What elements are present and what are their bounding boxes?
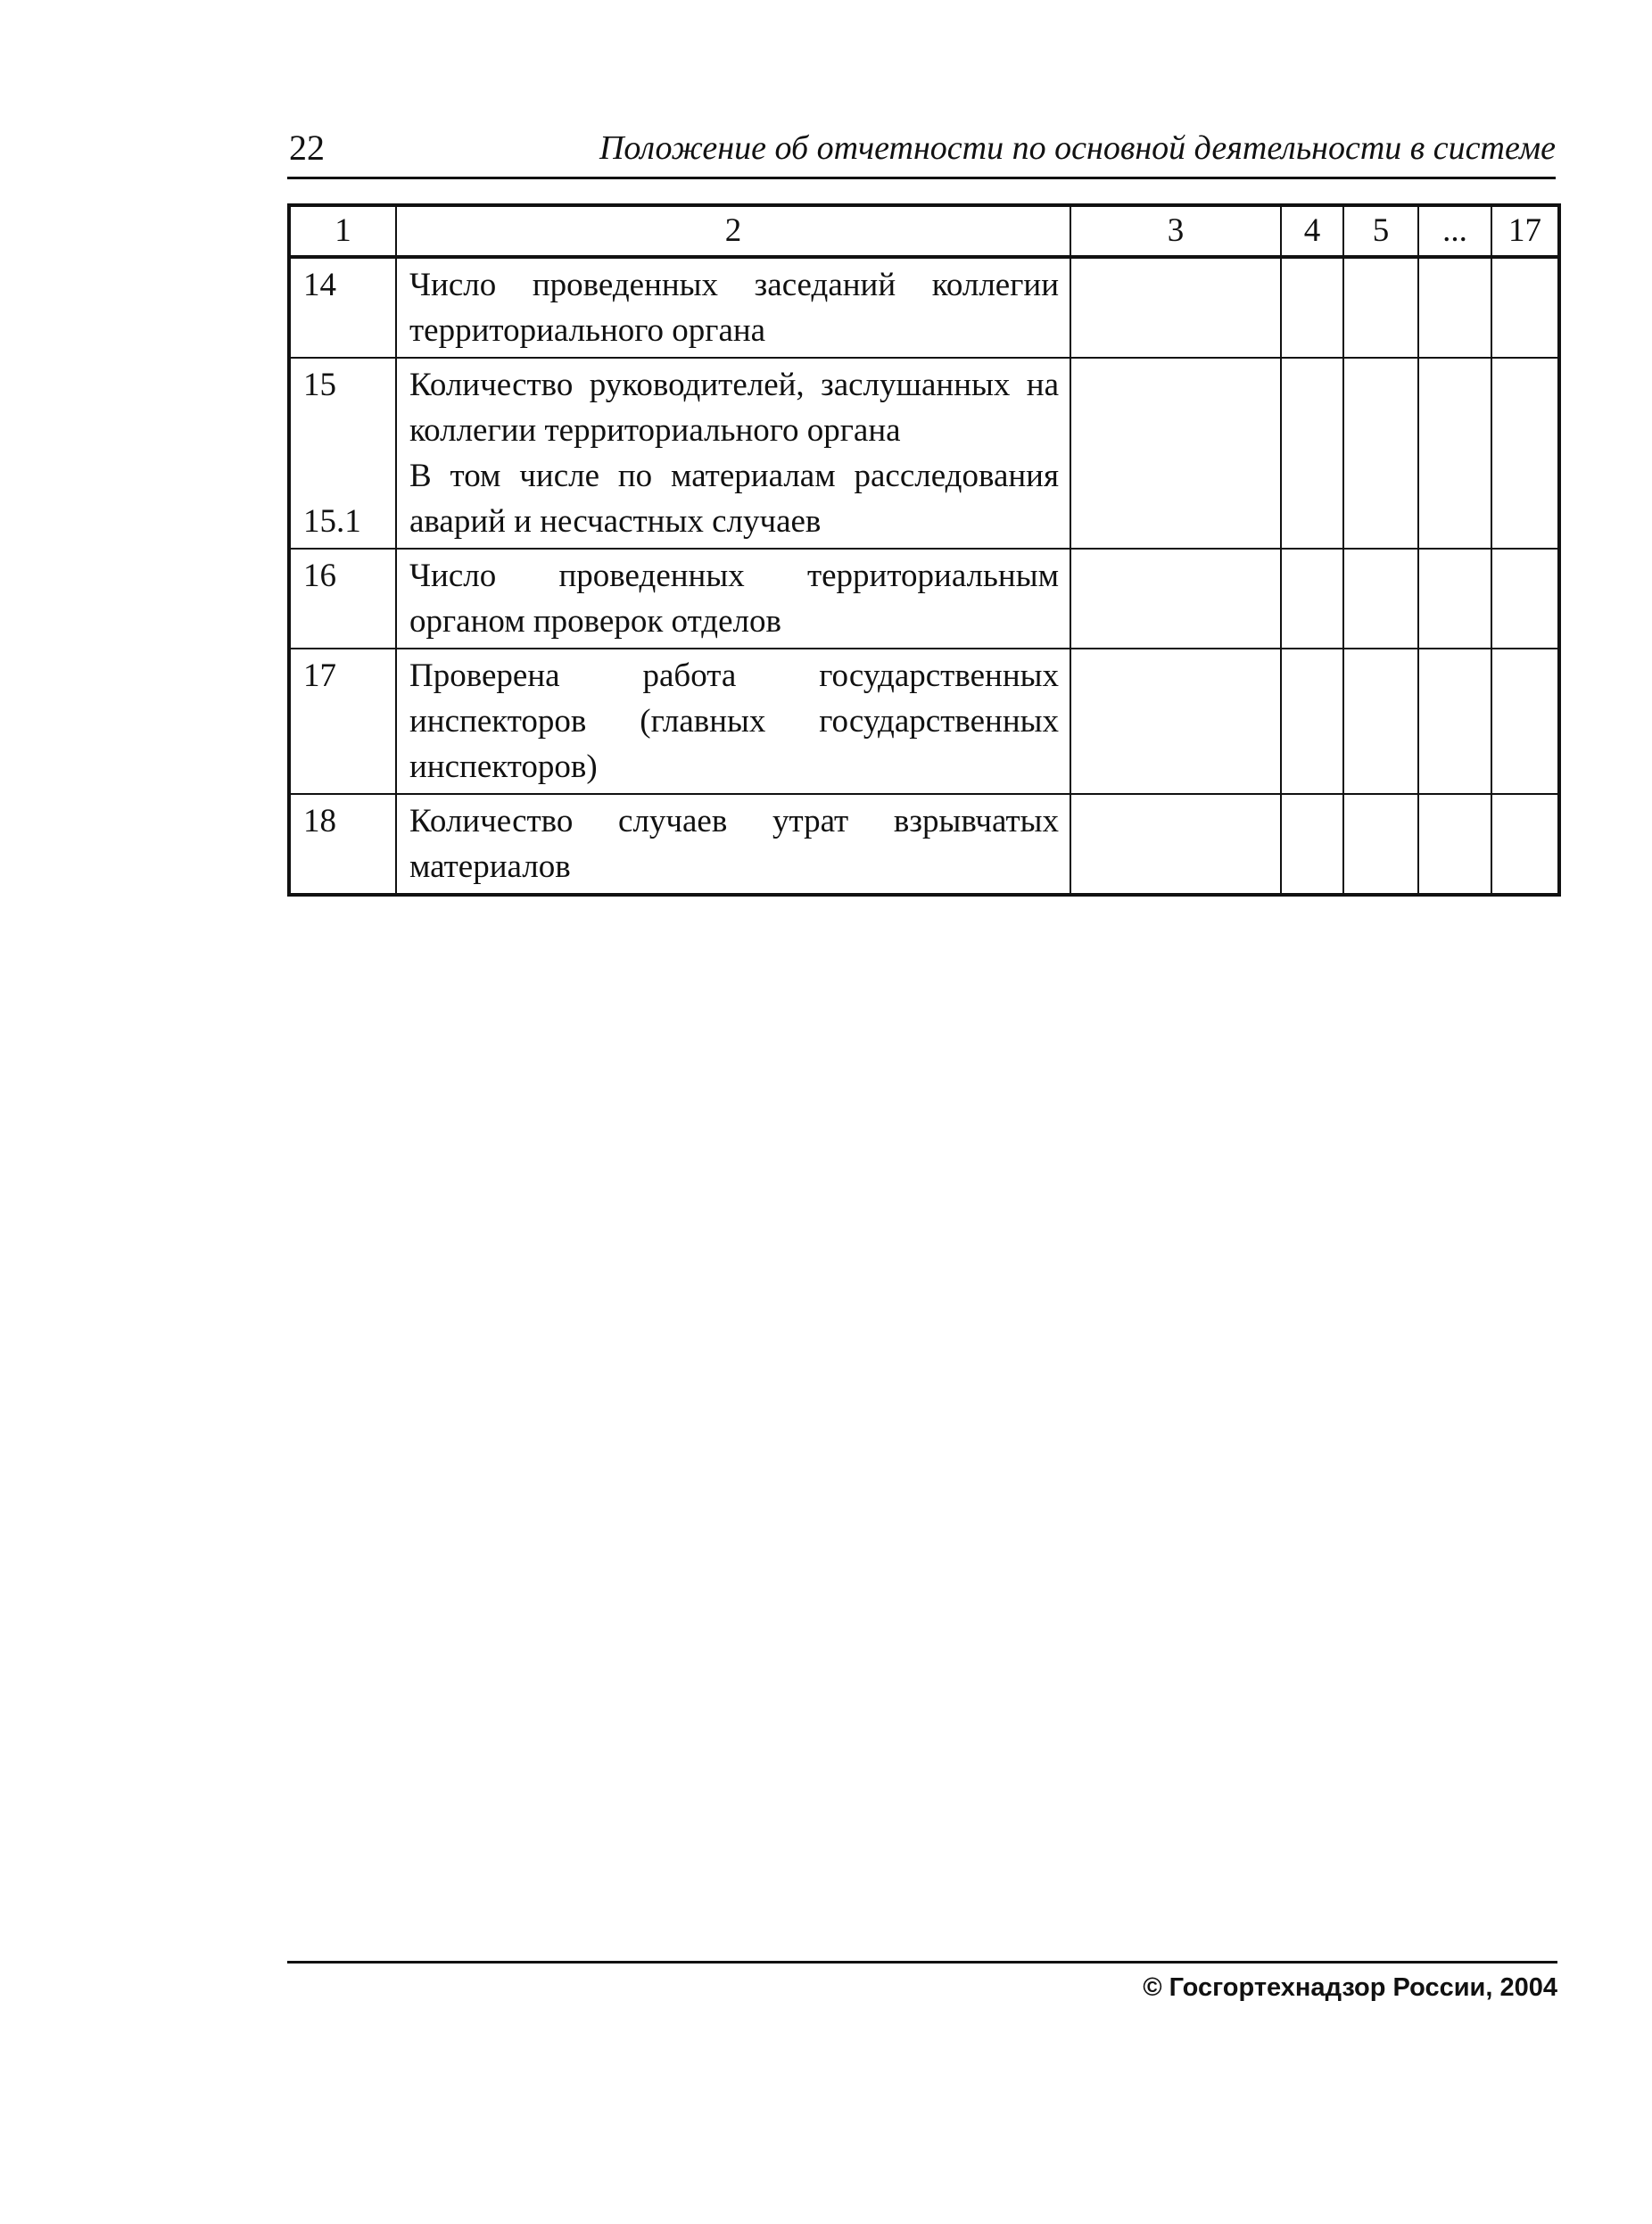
item-text: Проверена работа государственных инспекторов (главных государственных инспекторов) <box>409 657 1059 785</box>
table-row <box>289 257 1559 358</box>
copyright-notice: © Госгортехнадзор России, 2004 <box>1143 1973 1557 2002</box>
value-cell <box>1281 549 1343 649</box>
value-cell <box>1070 794 1281 895</box>
column-header: 5 <box>1343 205 1418 257</box>
table-row <box>289 358 1559 549</box>
row-description <box>396 794 1070 895</box>
value-cell <box>1281 649 1343 794</box>
report-table <box>287 203 1561 897</box>
value-cell <box>1491 358 1559 549</box>
row-number: 18 <box>289 794 396 895</box>
value-cell <box>1491 549 1559 649</box>
page-number: 22 <box>289 128 325 168</box>
value-cell <box>1418 358 1491 549</box>
item-text: В том числе по материалам расследования аварий и несчастных случаев <box>409 458 1059 540</box>
value-cell <box>1418 549 1491 649</box>
value-cell <box>1491 649 1559 794</box>
row-number: 15 15.1 <box>289 358 396 549</box>
row-description <box>396 358 1070 549</box>
row-description <box>396 257 1070 358</box>
item-text: Количество руководителей, заслушанных на коллегии территориального органа <box>409 367 1059 449</box>
item-text: Число проведенных заседаний коллегии территориального органа <box>409 267 1059 349</box>
value-cell <box>1491 257 1559 358</box>
item-text: Количество случаев утрат взрывчатых материалов <box>409 803 1059 885</box>
column-header: 1 <box>289 205 396 257</box>
column-header: 4 <box>1281 205 1343 257</box>
column-header: 3 <box>1070 205 1281 257</box>
column-header: ... <box>1418 205 1491 257</box>
value-cell <box>1418 257 1491 358</box>
value-cell <box>1070 549 1281 649</box>
value-cell <box>1070 257 1281 358</box>
value-cell <box>1070 358 1281 549</box>
value-cell <box>1418 794 1491 895</box>
value-cell <box>1343 257 1418 358</box>
column-header: 2 <box>396 205 1070 257</box>
value-cell <box>1343 358 1418 549</box>
table-row <box>289 649 1559 794</box>
row-number: 14 <box>289 257 396 358</box>
value-cell <box>1343 649 1418 794</box>
value-cell <box>1070 649 1281 794</box>
table-header-row <box>289 205 1559 257</box>
running-title: Положение об отчетности по основной деятельности в системе <box>599 129 1556 167</box>
table-row <box>289 549 1559 649</box>
running-header <box>287 123 1556 179</box>
row-number: 17 <box>289 649 396 794</box>
value-cell <box>1491 794 1559 895</box>
value-cell <box>1281 257 1343 358</box>
row-number: 16 <box>289 549 396 649</box>
value-cell <box>1418 649 1491 794</box>
value-cell <box>1281 358 1343 549</box>
item-text: Число проведенных территориальным органом проверок отделов <box>409 558 1059 640</box>
row-description <box>396 549 1070 649</box>
value-cell <box>1343 549 1418 649</box>
value-cell <box>1281 794 1343 895</box>
table-row <box>289 794 1559 895</box>
footer-divider <box>287 1961 1557 1964</box>
column-header: 17 <box>1491 205 1559 257</box>
row-description <box>396 649 1070 794</box>
value-cell <box>1343 794 1418 895</box>
